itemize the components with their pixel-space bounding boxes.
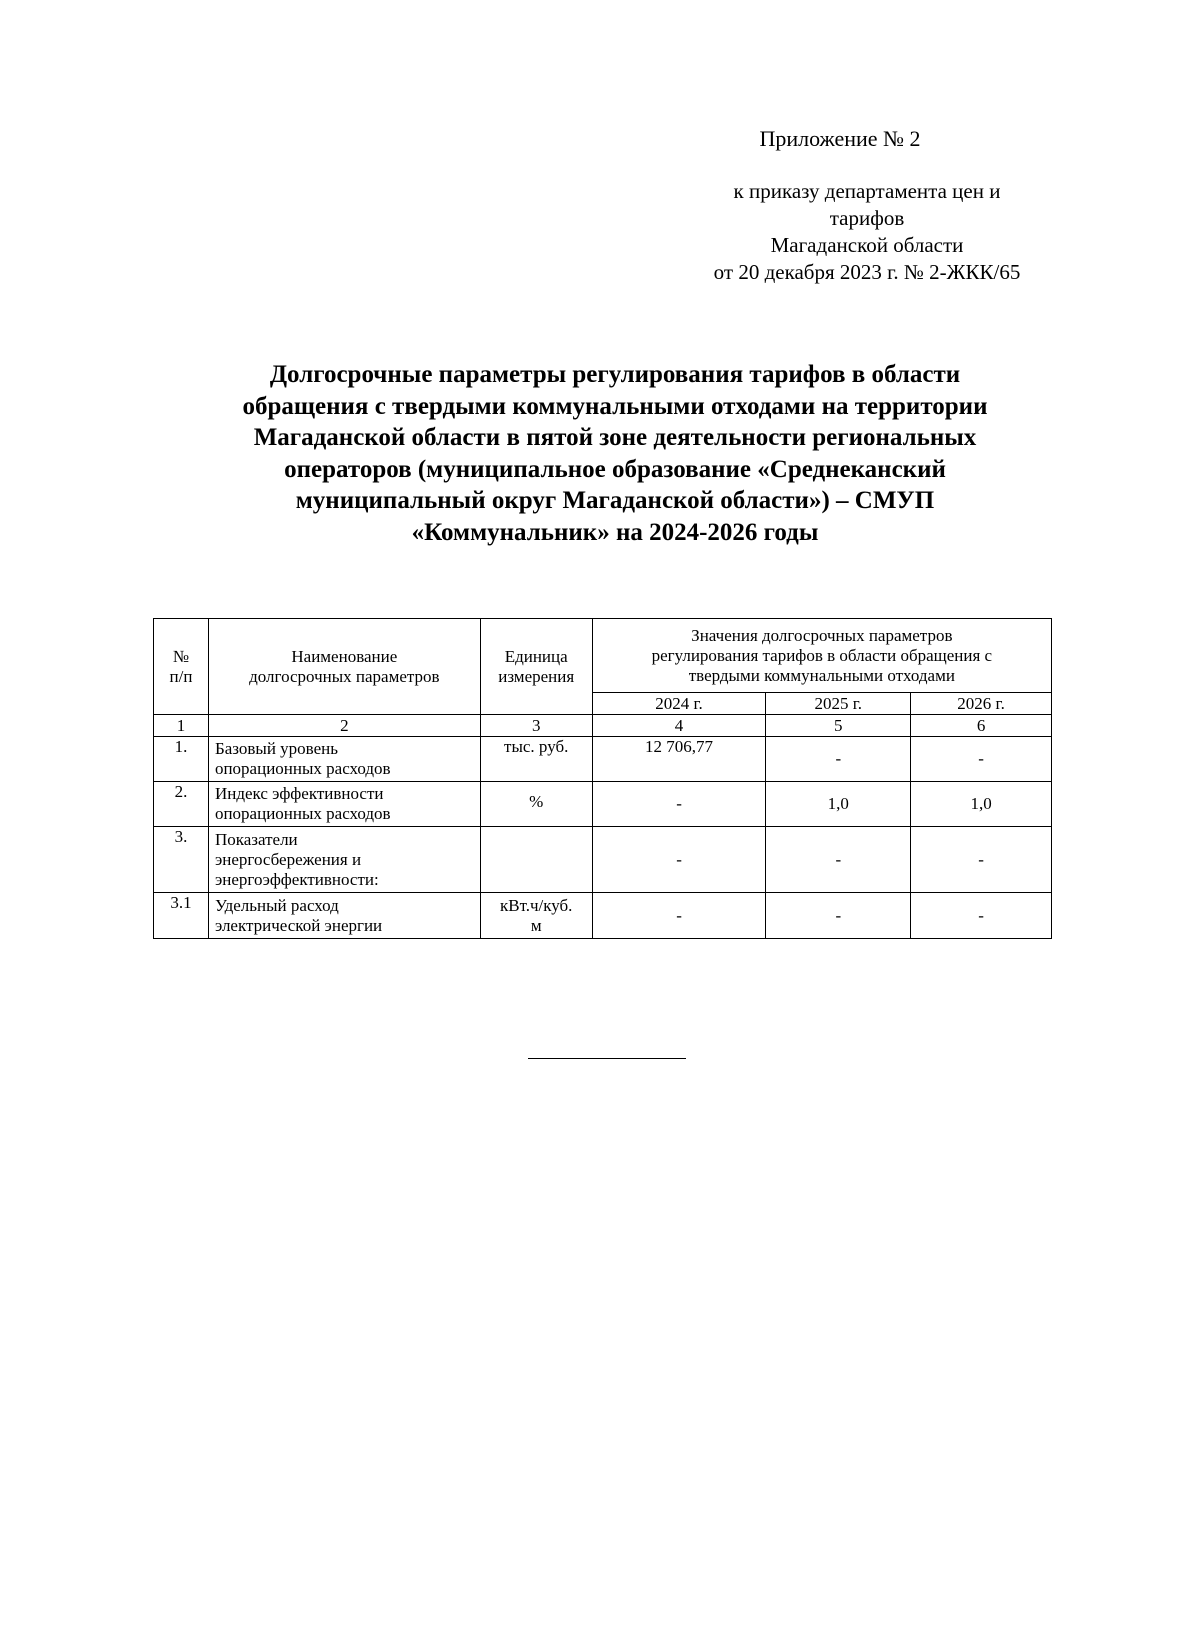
closing-rule (528, 1058, 686, 1059)
row-num: 1. (154, 737, 209, 782)
row-num: 2. (154, 782, 209, 827)
row-value-2026: - (911, 827, 1052, 893)
col-number: 3 (480, 715, 592, 737)
row-unit: тыс. руб. (480, 737, 592, 782)
col-number: 4 (592, 715, 766, 737)
order-line: тарифов (829, 206, 905, 230)
header-values: Значения долгосрочных параметров регулирования тарифов в области обращения с твердыми коммунальными отходами (592, 619, 1051, 693)
table-row (154, 827, 1052, 893)
row-value-2025: 1,0 (766, 782, 911, 827)
row-name: Показатели энергосбережения и энергоэффективности: (208, 827, 480, 893)
appendix-number: Приложение № 2 (759, 126, 921, 151)
col-number: 2 (208, 715, 480, 737)
row-name: Удельный расход электрической энергии (208, 893, 480, 939)
order-line: к приказу департамента цен и (733, 179, 1001, 203)
title-line: Магаданской области в пятой зоне деятельности региональных (253, 424, 977, 451)
order-reference (668, 178, 1066, 286)
col-number: 5 (766, 715, 911, 737)
table-row (154, 782, 1052, 827)
title-line: операторов (муниципальное образование «Среднеканский (284, 455, 946, 483)
row-value-2026: - (911, 893, 1052, 939)
row-unit: % (480, 782, 592, 827)
header-year-2025: 2025 г. (766, 693, 911, 715)
header-name: Наименование долгосрочных параметров (208, 619, 480, 715)
row-value-2024: - (592, 782, 766, 827)
table-row (154, 893, 1052, 939)
order-line: от 20 декабря 2023 г. № 2-ЖКК/65 (713, 260, 1021, 284)
header-unit: Единица измерения (480, 619, 592, 715)
title-line: Долгосрочные параметры регулирования тарифов в области (269, 361, 961, 388)
row-value-2025: - (766, 827, 911, 893)
row-unit: кВт.ч/куб. м (480, 893, 592, 939)
row-num: 3. (154, 827, 209, 893)
order-line: Магаданской области (770, 233, 964, 257)
row-name: Индекс эффективности опорационных расходов (208, 782, 480, 827)
table-row (154, 737, 1052, 782)
row-name: Базовый уровень опорационных расходов (208, 737, 480, 782)
parameters-table (153, 618, 1052, 939)
title-line: обращения с твердыми коммунальными отходами на территории (242, 392, 988, 420)
row-unit (480, 827, 592, 893)
row-value-2026: 1,0 (911, 782, 1052, 827)
title-line: «Коммунальник» на 2024-2026 годы (411, 518, 819, 546)
col-number: 1 (154, 715, 209, 737)
header-year-2026: 2026 г. (911, 693, 1052, 715)
row-value-2024: 12 706,77 (592, 737, 766, 782)
document-title (150, 359, 1080, 548)
row-num: 3.1 (154, 893, 209, 939)
header-year-2024: 2024 г. (592, 693, 766, 715)
column-numbers-row (154, 715, 1052, 737)
row-value-2026: - (911, 737, 1052, 782)
col-number: 6 (911, 715, 1052, 737)
title-line: муниципальный округ Магаданской области») – СМУП (295, 487, 935, 514)
row-value-2024: - (592, 827, 766, 893)
header-num: № п/п (154, 619, 209, 715)
row-value-2025: - (766, 737, 911, 782)
row-value-2025: - (766, 893, 911, 939)
row-value-2024: - (592, 893, 766, 939)
